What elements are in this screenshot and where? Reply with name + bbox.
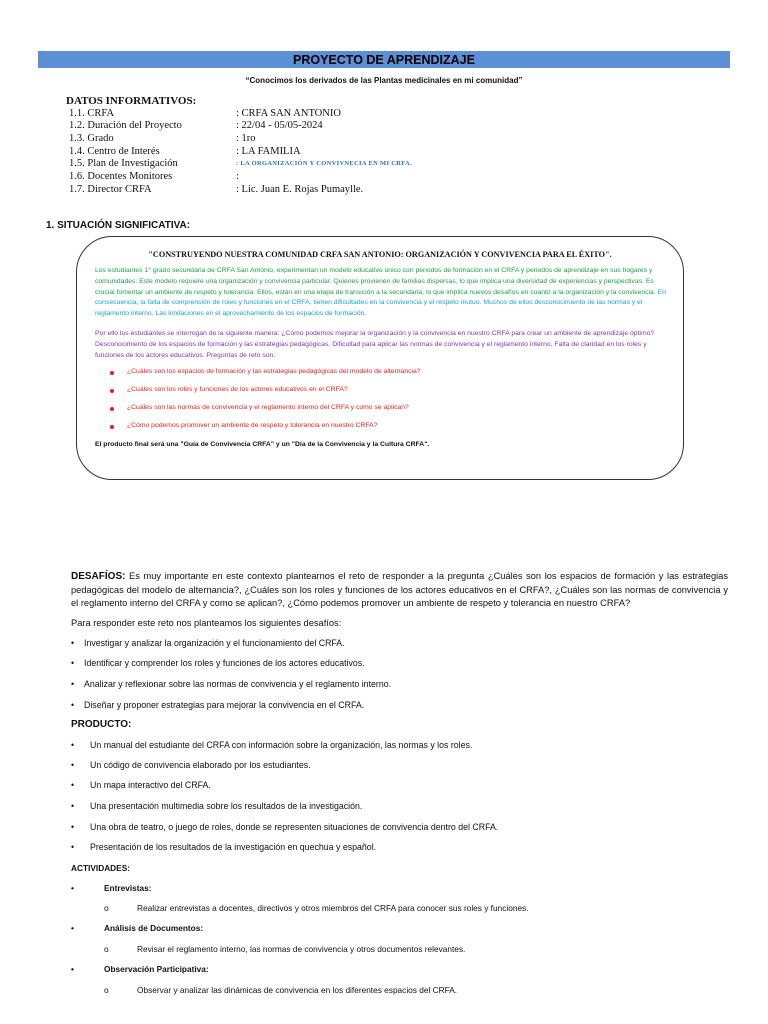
datos-label: 1.6. Docentes Monitores <box>69 171 173 182</box>
circle-bullet-icon: o <box>104 944 109 954</box>
list-item <box>71 638 731 650</box>
activity-item <box>71 883 671 895</box>
activity-subitem <box>104 985 704 997</box>
question-text: ¿Cuáles son las normas de convivencia y el reglamento interno del CRFA y como se aplican? <box>127 404 409 411</box>
question-item <box>110 422 670 432</box>
datos-heading: DATOS INFORMATIVOS: <box>66 95 197 107</box>
bullet-icon: • <box>71 740 75 750</box>
datos-value: : 1ro <box>236 133 256 144</box>
datos-row <box>69 120 669 132</box>
datos-row <box>69 184 669 196</box>
list-item-text: Diseñar y proponer estrategias para mejorar la convivencia en el CRFA. <box>84 700 365 710</box>
bullet-icon: • <box>71 822 75 832</box>
bullet-icon: • <box>71 679 75 689</box>
activity-subitem-text: Observar y analizar las dinámicas de convivencia en los diferentes espacios del CRFA. <box>137 985 458 995</box>
bullet-icon: • <box>71 760 75 770</box>
bullet-icon: • <box>71 658 75 668</box>
document-subtitle: “Conocimos los derivados de las Plantas medicinales en mi comunidad” <box>245 76 523 85</box>
bullet-icon: • <box>71 638 75 648</box>
list-item-text: Una obra de teatro, o juego de roles, donde se representen situaciones de convivencia dentro del CRFA. <box>90 822 499 832</box>
list-item-text: Identificar y comprender los roles y funciones de los actores educativos. <box>84 658 365 668</box>
question-text: ¿Cuáles son los espacios de formación y las estrategias pedagógicas del modelo de alternancia? <box>127 368 421 375</box>
question-item <box>110 368 670 378</box>
activity-item <box>71 923 671 935</box>
circle-bullet-icon: o <box>104 985 109 995</box>
bullet-icon: • <box>71 700 75 710</box>
question-item <box>110 386 670 396</box>
producto-heading: PRODUCTO: <box>71 719 132 730</box>
list-item-text: Una presentación multimedia sobre los resultados de la investigación. <box>90 801 363 811</box>
datos-row <box>69 108 669 120</box>
activity-title: Observación Participativa: <box>104 964 209 974</box>
datos-value: : <box>236 171 239 182</box>
desafios-paragraph <box>71 570 728 609</box>
desafios-label: DESAFÍOS: <box>71 571 126 582</box>
situacion-questions-intro: Por ello los estudiantes se interrogan de la siguiente manera: ¿Cómo podemos mejorar la organización y la convivencia en nuestro CRFA para crear un ambiente de aprendizaje óptimo? Desconocimiento de los espacios de formación y las estrategias pedagógicas. Dificultad para aplicar las normas de convivencia y el reglamento interno. Falta de claridad en los roles y funciones de los actores educativos. Preguntas de reto son: <box>95 330 655 359</box>
document-title: PROYECTO DE APRENDIZAJE <box>38 51 730 68</box>
situacion-text-green: Los estudiantes 1° grado secundaria de CRFA San Antonio, experimentan un modelo educativo único con periodos de formación en el CRFA y periodos de aprendizaje en sus hogares y comunidades. Este modelo requiere una organización y convivencia particular. Quienes provienen de familias dispersas, lo que implica una diversidad de experiencias y perspectivas. Es crucial fomentar un ambiente de respeto y tolerancia. Ellos, están en una etapa de transición a la secundaria, lo que implica nuevos desafíos en cuanto a la organización y la convivencia. <box>95 267 656 296</box>
datos-value: : LA ORGANIZACIÓN Y CONVIVNECIA EN MI CRFA. <box>236 160 412 167</box>
datos-row <box>69 133 669 145</box>
list-item <box>71 658 731 670</box>
situacion-heading: 1. SITUACIÓN SIGNIFICATIVA: <box>46 220 191 231</box>
question-text: ¿Cómo podemos promover un ambiente de respeto y tolerancia en nuestro CRFA? <box>127 422 378 429</box>
circle-bullet-icon: o <box>104 903 109 913</box>
list-item-text: Un mapa interactivo del CRFA. <box>90 780 211 790</box>
bullet-icon <box>110 371 114 375</box>
activity-subitem <box>104 944 704 956</box>
bullet-icon: • <box>71 801 75 811</box>
list-item <box>71 740 731 752</box>
bullet-icon: • <box>71 923 74 933</box>
datos-value: : LA FAMILIA <box>236 146 301 157</box>
list-item <box>71 801 731 813</box>
activity-subitem <box>104 903 704 915</box>
datos-label: 1.2. Duración del Proyecto <box>69 120 182 131</box>
situacion-box-title: "CONSTRUYENDO NUESTRA COMUNIDAD CRFA SAN ANTONIO: ORGANIZACIÓN Y CONVIVENCIA PARA EL ÉXITO". <box>148 250 612 259</box>
situacion-final: El producto final será una "Guía de Convivencia CRFA" y un "Día de la Convivencia y la Cultura CRFA". <box>95 441 430 448</box>
bullet-icon: • <box>71 842 75 852</box>
actividades-heading: ACTIVIDADES: <box>71 863 131 873</box>
question-item <box>110 404 670 414</box>
list-item-text: Analizar y reflexionar sobre las normas de convivencia y el reglamento interno. <box>84 679 392 689</box>
list-item-text: Un código de convivencia elaborado por los estudiantes. <box>90 760 311 770</box>
list-item <box>71 822 731 834</box>
activity-item <box>71 964 671 976</box>
datos-row <box>69 171 669 183</box>
activity-subitem-text: Revisar el reglamento interno, las normas de convivencia y otros documentos relevantes. <box>137 944 466 954</box>
datos-value: : CRFA SAN ANTONIO <box>236 108 341 119</box>
activity-title: Entrevistas: <box>104 883 152 893</box>
bullet-icon: • <box>71 883 74 893</box>
situacion-text-teal: En consecuencia, la falta de comprensión de roles y funciones en el CRFA, tienen dificultades en la convivencia y el respeto mutuo. Muchos de ellos desconocimiento de las normas y el reglamento interno. Las limitaciones en el aprovechamiento de los espacios de formación. <box>95 288 666 318</box>
desafios-intro: Para responder este reto nos planteamos los siguientes desafíos: <box>71 618 342 628</box>
datos-row <box>69 158 669 170</box>
list-item <box>71 842 731 854</box>
datos-row <box>69 146 669 158</box>
list-item <box>71 700 731 712</box>
desafios-text: Es muy importante en este contexto plantearnos el reto de responder a la pregunta ¿Cuáles son los espacios de formación y las estrategias pedagógicas del modelo de alternancia?, ¿Cuáles son los roles y funciones de los actores educativos en el CRFA?, ¿Cuáles son las normas de convivencia y el reglamento interno del CRFA y como se aplican?, ¿Cómo podemos promover un ambiente de respeto y tolerancia en nuestro CRFA? <box>71 571 728 608</box>
datos-value: : Lic. Juan E. Rojas Pumaylle. <box>236 184 364 195</box>
situacion-paragraph <box>95 266 671 320</box>
bullet-icon <box>110 425 114 429</box>
datos-value: : 22/04 - 05/05-2024 <box>236 120 323 131</box>
list-item <box>71 679 731 691</box>
list-item <box>71 780 731 792</box>
list-item-text: Investigar y analizar la organización y el funcionamiento del CRFA. <box>84 638 345 648</box>
list-item-text: Un manual del estudiante del CRFA con información sobre la organización, las normas y los roles. <box>90 740 473 750</box>
datos-label: 1.3. Grado <box>69 133 114 144</box>
list-item-text: Presentación de los resultados de la investigación en quechua y español. <box>90 842 377 852</box>
bullet-icon: • <box>71 780 75 790</box>
datos-label: 1.4. Centro de Interés <box>69 146 160 157</box>
bullet-icon <box>110 407 114 411</box>
bullet-icon <box>110 389 114 393</box>
activity-subitem-text: Realizar entrevistas a docentes, directivos y otros miembros del CRFA para conocer sus roles y funciones. <box>137 903 529 913</box>
activity-title: Análisis de Documentos: <box>104 923 204 933</box>
question-text: ¿Cuáles son los roles y funciones de los actores educativos en el CRFA? <box>127 386 348 393</box>
bullet-icon: • <box>71 964 74 974</box>
list-item <box>71 760 731 772</box>
datos-label: 1.1. CRFA <box>69 108 115 119</box>
datos-label: 1.7. Director CRFA <box>69 184 152 195</box>
datos-label: 1.5. Plan de Investigación <box>69 158 178 169</box>
